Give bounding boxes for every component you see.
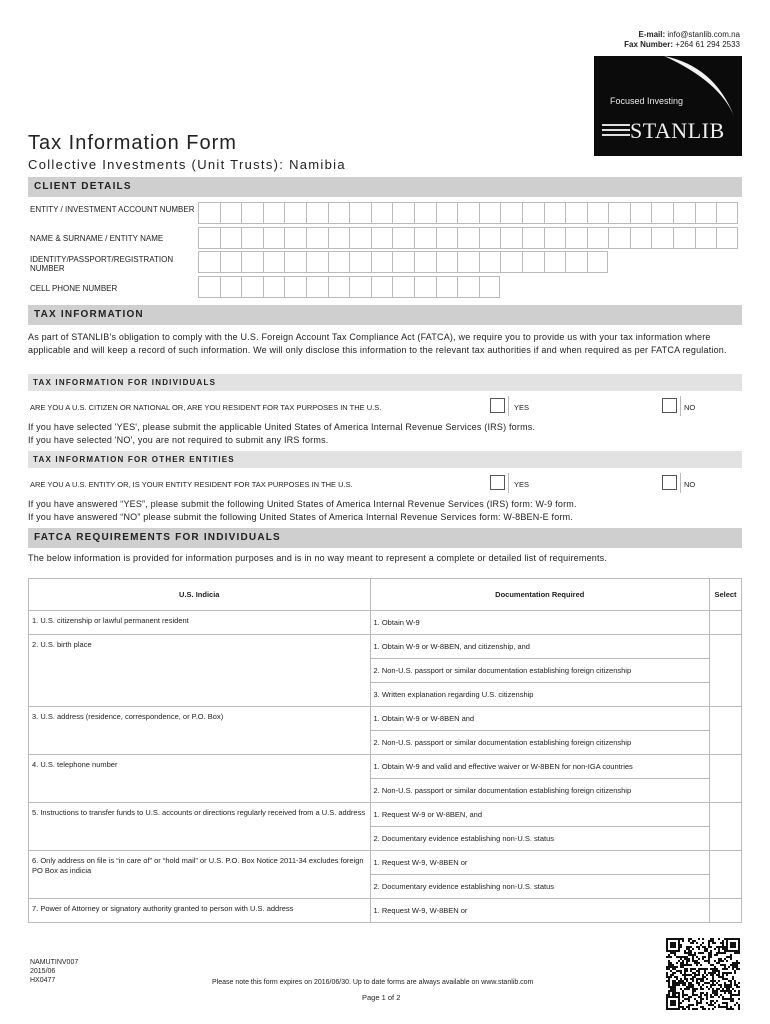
character-box[interactable] [328,227,350,249]
divider [508,396,509,416]
documentation-cell: 2. Non-U.S. passport or similar documentation establishing foreign citizenship [370,731,710,755]
documentation-cell: 1. Request W-9 or W-8BEN, and [370,803,710,827]
character-box[interactable] [565,251,587,273]
indicia-cell: 2. U.S. birth place [29,635,371,707]
logo-brand: STANLIB [630,118,725,143]
email-label: E-mail: [638,30,666,39]
entities-yes-label: YES [514,480,530,489]
character-box[interactable] [241,202,263,224]
character-box[interactable] [457,276,479,298]
form-code: NAMUTINV007 [30,959,79,966]
character-box[interactable] [328,251,350,273]
character-box[interactable] [479,202,501,224]
character-box[interactable] [328,276,350,298]
character-box[interactable] [392,227,414,249]
identity-number-label: IDENTITY/PASSPORT/REGISTRATION NUMBER [30,255,174,273]
entities-note-no: If you have answered “NO” please submit the following United States of America Internal Revenue Services form: W-8BEN-E form. [28,512,574,522]
character-box[interactable] [695,202,717,224]
character-box[interactable] [436,202,458,224]
contact-block [624,30,740,50]
table-row [29,755,742,779]
character-box[interactable] [544,202,566,224]
select-cell[interactable] [710,635,742,707]
fatca-intro: The below information is provided for information purposes and is in no way meant to represent a complete or detailed list of requirements. [28,553,608,563]
character-box[interactable] [306,202,328,224]
character-box[interactable] [284,202,306,224]
qr-code-icon [666,938,740,1010]
character-box[interactable] [457,227,479,249]
character-box[interactable] [479,227,501,249]
select-cell[interactable] [710,899,742,923]
character-box[interactable] [651,227,673,249]
character-box[interactable] [392,202,414,224]
documentation-cell: 1. Request W-9, W-8BEN or [370,899,710,923]
character-box[interactable] [284,276,306,298]
character-box[interactable] [263,251,285,273]
character-box[interactable] [284,227,306,249]
character-box[interactable] [371,276,393,298]
character-box[interactable] [349,251,371,273]
character-box[interactable] [436,251,458,273]
character-box[interactable] [392,251,414,273]
character-box[interactable] [371,251,393,273]
character-box[interactable] [349,276,371,298]
individuals-no-label: NO [684,403,696,412]
fatca-table [28,578,742,923]
documentation-cell: 1. Request W-9, W-8BEN or [370,851,710,875]
character-box[interactable] [673,227,695,249]
character-box[interactable] [522,202,544,224]
character-box[interactable] [608,202,630,224]
entities-heading: TAX INFORMATION FOR OTHER ENTITIES [28,451,742,468]
character-box[interactable] [457,251,479,273]
individuals-yes-label: YES [514,403,530,412]
column-header-select: Select [710,579,742,611]
character-box[interactable] [522,251,544,273]
divider [680,396,681,416]
entities-question: ARE YOU A U.S. ENTITY OR, IS YOUR ENTITY RESIDENT FOR TAX PURPOSES IN THE U.S. [30,480,353,489]
table-row [29,611,742,635]
account-number-label: ENTITY / INVESTMENT ACCOUNT NUMBER [30,205,195,214]
character-box[interactable] [349,227,371,249]
cell-phone-boxes[interactable] [198,276,500,298]
table-row [29,899,742,923]
account-number-boxes[interactable] [198,202,738,224]
documentation-cell: 2. Non-U.S. passport or similar documentation establishing foreign citizenship [370,659,710,683]
character-box[interactable] [479,276,501,298]
indicia-cell: 1. U.S. citizenship or lawful permanent resident [29,611,371,635]
character-box[interactable] [479,251,501,273]
character-box[interactable] [241,227,263,249]
name-surname-boxes[interactable] [198,227,738,249]
fax-label: Fax Number: [624,40,674,49]
select-cell[interactable] [710,755,742,803]
table-row [29,707,742,731]
page-number: Page 1 of 2 [362,993,401,1002]
character-box[interactable] [198,202,220,224]
character-box[interactable] [220,251,242,273]
character-box[interactable] [651,202,673,224]
character-box[interactable] [198,276,220,298]
character-box[interactable] [392,276,414,298]
character-box[interactable] [673,202,695,224]
entities-no-label: NO [684,480,696,489]
character-box[interactable] [414,202,436,224]
individuals-question: ARE YOU A U.S. CITIZEN OR NATIONAL OR, ARE YOU RESIDENT FOR TAX PURPOSES IN THE U.S. [30,403,382,412]
character-box[interactable] [587,227,609,249]
character-box[interactable] [306,227,328,249]
character-box[interactable] [608,227,630,249]
character-box[interactable] [565,202,587,224]
character-box[interactable] [198,227,220,249]
character-box[interactable] [306,276,328,298]
select-cell[interactable] [710,851,742,899]
fax-value: +264 61 294 2533 [675,40,740,49]
character-box[interactable] [500,227,522,249]
character-box[interactable] [587,251,609,273]
documentation-cell: 2. Non-U.S. passport or similar documentation establishing foreign citizenship [370,779,710,803]
character-box[interactable] [220,202,242,224]
documentation-cell: 3. Written explanation regarding U.S. citizenship [370,683,710,707]
character-box[interactable] [220,276,242,298]
character-box[interactable] [284,251,306,273]
character-box[interactable] [587,202,609,224]
individuals-heading: TAX INFORMATION FOR INDIVIDUALS [28,374,742,391]
entities-yes-checkbox[interactable] [490,475,505,490]
character-box[interactable] [436,276,458,298]
table-row [29,851,742,875]
character-box[interactable] [198,251,220,273]
individuals-note-no: If you have selected 'NO', you are not required to submit any IRS forms. [28,435,329,445]
character-box[interactable] [263,227,285,249]
tax-information-heading: TAX INFORMATION [28,305,742,325]
character-box[interactable] [241,251,263,273]
character-box[interactable] [349,202,371,224]
character-box[interactable] [544,227,566,249]
character-box[interactable] [220,227,242,249]
character-box[interactable] [328,202,350,224]
table-row [29,635,742,659]
client-details-heading: CLIENT DETAILS [28,177,742,197]
form-date: 2015/06 [30,968,56,975]
select-cell[interactable] [710,707,742,755]
indicia-cell: 3. U.S. address (residence, correspondence, or P.O. Box) [29,707,371,755]
entities-no-checkbox[interactable] [662,475,677,490]
character-box[interactable] [500,251,522,273]
name-surname-label: NAME & SURNAME / ENTITY NAME [30,234,164,243]
logo-lines-icon [602,124,630,138]
character-box[interactable] [263,276,285,298]
character-box[interactable] [371,202,393,224]
character-box[interactable] [544,251,566,273]
character-box[interactable] [414,227,436,249]
character-box[interactable] [716,202,738,224]
documentation-cell: 1. Obtain W-9 [370,611,710,635]
indicia-cell: 6. Only address on file is “in care of” or “hold mail” or U.S. P.O. Box Notice 2011-34 excludes foreign PO Box as indicia [29,851,371,899]
form-ref: HX0477 [30,977,56,984]
character-box[interactable] [371,227,393,249]
select-cell[interactable] [710,803,742,851]
column-header-documentation: Documentation Required [370,579,710,611]
cell-phone-label: CELL PHONE NUMBER [30,284,118,293]
individuals-no-checkbox[interactable] [662,398,677,413]
fatca-heading: FATCA REQUIREMENTS FOR INDIVIDUALS [28,528,742,548]
page-subtitle: Collective Investments (Unit Trusts): Namibia [28,157,346,172]
character-box[interactable] [630,202,652,224]
table-row [29,803,742,827]
divider [680,473,681,493]
identity-number-boxes[interactable] [198,251,608,273]
documentation-cell: 1. Obtain W-9 and valid and effective waiver or W-8BEN for non-IGA countries [370,755,710,779]
individuals-yes-checkbox[interactable] [490,398,505,413]
character-box[interactable] [500,202,522,224]
documentation-cell: 2. Documentary evidence establishing non-U.S. status [370,875,710,899]
individuals-note-yes: If you have selected 'YES', please submit the applicable United States of America Internal Revenue Services (IRS) forms. [28,422,536,432]
character-box[interactable] [241,276,263,298]
form-codes [30,958,78,985]
page-title: Tax Information Form [28,132,237,154]
character-box[interactable] [457,202,479,224]
column-header-indicia: U.S. Indicia [29,579,371,611]
documentation-cell: 2. Documentary evidence establishing non-U.S. status [370,827,710,851]
stanlib-logo [594,56,742,156]
documentation-cell: 1. Obtain W-9 or W-8BEN and [370,707,710,731]
indicia-cell: 4. U.S. telephone number [29,755,371,803]
character-box[interactable] [414,276,436,298]
character-box[interactable] [436,227,458,249]
documentation-cell: 1. Obtain W-9 or W-8BEN, and citizenship, and [370,635,710,659]
divider [508,473,509,493]
character-box[interactable] [716,227,738,249]
character-box[interactable] [522,227,544,249]
character-box[interactable] [630,227,652,249]
expiry-note: Please note this form expires on 2016/06/30. Up to date forms are always available on www.stanlib.com [212,979,534,986]
tax-information-intro: As part of STANLIB’s obligation to comply with the U.S. Foreign Account Tax Compliance Act (FATCA), we require you to provide us with your tax information where applicable and will keep a record of such information. We will only disclose this information to the relevant tax authorities if and when required as per FATCA regulation. [28,332,727,355]
email-value: info@stanlib.com.na [667,30,740,39]
select-cell[interactable] [710,611,742,635]
logo-tagline: Focused Investing [610,96,684,106]
indicia-cell: 5. Instructions to transfer funds to U.S. accounts or directions regularly received from a U.S. address [29,803,371,851]
character-box[interactable] [263,202,285,224]
character-box[interactable] [695,227,717,249]
indicia-cell: 7. Power of Attorney or signatory authority granted to person with U.S. address [29,899,371,923]
entities-note-yes: If you have answered “YES”, please submit the following United States of America Internal Revenue Services (IRS) form: W-9 form. [28,499,577,509]
character-box[interactable] [565,227,587,249]
character-box[interactable] [306,251,328,273]
character-box[interactable] [414,251,436,273]
